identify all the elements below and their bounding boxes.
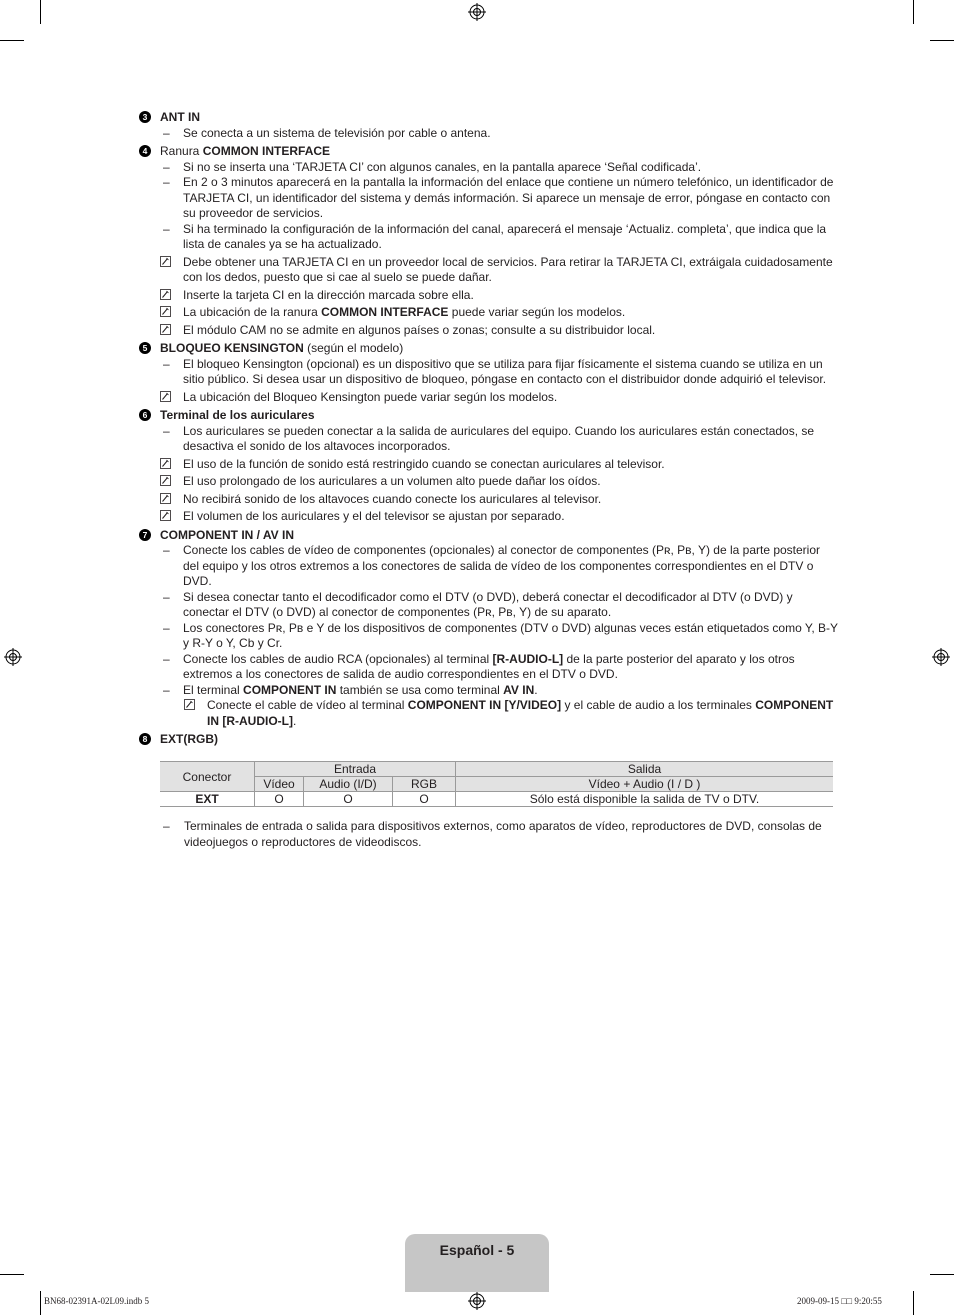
bullet-item: – El bloqueo Kensington (opcional) es un dispositivo que se utiliza para fijar físicamente el sistema cuando se utiliza en un sitio público. Si desea usar un dispositivo de bloqueo, póngase en contacto con el distribuidor donde adquirió el televisor. [163,356,827,386]
section-title: COMMON INTERFACE [202,144,331,158]
table-header-video: Vídeo [255,777,304,792]
section-title: BLOQUEO KENSINGTON [160,341,304,355]
bullet-item: – Los auriculares se pueden conectar a la salida de auriculares del equipo. Cuando los auriculares están conectados, se desactiva el sonido de los altavoces incorporados. [163,423,815,453]
item-text: El terminal [183,682,244,697]
item-text: Conecte los cables de vídeo de componentes (opcionales) al conector de componentes (Pʀ, Pʙ, Y) de la parte posterior del equipo y los otros extremos a los conectores de salida de vídeo de los componentes correspondientes en el DTV o DVD. [183,543,821,588]
note-icon [160,458,171,469]
table-header-entrada: Entrada [255,762,456,777]
crop-mark [930,40,954,41]
manual-content [139,110,839,748]
section-heading [139,732,839,748]
section-title: EXT(RGB) [160,732,218,746]
item-text: La ubicación de la ranura [183,305,322,319]
section-number-icon: 5 [139,342,151,354]
item-text: Si desea conectar tanto el decodificador como el DTV (o DVD), deberá conectar el decodificador al DTV (o DVD) y conectar el DTV (o DVD) al conector de componentes (Pʀ, Pʙ, Y) de su aparato. [183,589,793,619]
item-text: El módulo CAM no se admite en algunos países o zonas; consulte a su distribuidor local. [183,322,656,337]
note-item [139,492,839,508]
item-text: Si ha terminado la configuración de la información del canal, aparecerá el mensaje ‘Actualiz. completa’, que indica que la lista de canales ya se ha actualizado. [183,221,827,251]
item-text: La ubicación del Bloqueo Kensington puede variar según los modelos. [183,389,558,404]
item-text: . [292,713,297,728]
section-heading [139,528,839,544]
bullet-item: – Los conectores Pʀ, Pʙ e Y de los dispositivos de componentes (DTV o DVD) algunas veces están etiquetados como Y, B-Y y R-Y o Y, Cb y Cr. [163,620,838,650]
item-text: Los conectores Pʀ, Pʙ e Y de los dispositivos de componentes (DTV o DVD) algunas veces están etiquetados como Y, B-Y y R-Y o Y, Cb y Cr. [183,620,838,650]
section-title: Terminal de los auriculares [160,408,315,422]
bullet-item: – Conecte los cables de audio RCA (opcionales) al terminal [R-AUDIO-L] de la parte posterior del aparato y los otros extremos a los conectores de salida de audio correspondientes en el DTV o DVD. [163,651,795,681]
page-number-tab [405,1234,549,1292]
crop-mark [913,1291,914,1315]
bullet-item: – Si ha terminado la configuración de la información del canal, aparecerá el mensaje ‘Actualiz. completa’, que indica que la lista de canales ya se ha actualizado. [163,221,827,251]
footnote: – Terminales de entrada o salida para dispositivos externos, como aparatos de vídeo, reproductores de DVD, consolas de videojuegos o reproductores de videodiscos. [163,819,822,849]
table-cell: Sólo está disponible la salida de TV o DTV. [456,792,834,807]
print-slug-right: 2009-09-15 □□ 9:20:55 [797,1296,882,1306]
table-cell: O [304,792,393,807]
table-header-video-audio: Vídeo + Audio (I / D ) [456,777,834,792]
note-item [139,323,839,339]
crop-mark [40,0,41,24]
item-text: Inserte la tarjeta CI en la dirección marcada sobre ella. [183,287,474,302]
item-bold-text: COMMON INTERFACE [321,305,449,319]
crop-mark [930,1274,954,1275]
footnote-text: Terminales de entrada o salida para dispositivos externos, como aparatos de vídeo, reproductores de DVD, consolas de videojuegos o reproductores de videodiscos. [184,819,822,849]
item-text: Los auriculares se pueden conectar a la salida de auriculares del equipo. Cuando los auriculares están conectados, se desactiva el sonido de los altavoces incorporados. [183,423,815,453]
item-bold-text: COMPONENT IN [R-AUDIO-L] [207,698,834,728]
item-text: El uso prolongado de los auriculares a un volumen alto puede dañar los oídos. [183,474,601,488]
section-number-icon: 4 [139,145,151,157]
section-title-prefix: Ranura [160,144,203,158]
item-text: El uso de la función de sonido está restringido cuando se conectan auriculares al televisor. [183,456,665,471]
item-text: Conecte los cables de audio RCA (opcionales) al terminal [183,651,493,666]
item-text: Conecte el cable de vídeo al terminal [207,698,408,712]
bullet-item: – Si no se inserta una ‘TARJETA CI’ con algunos canales, en la pantalla aparece ‘Señal codificada’. [163,159,702,174]
note-icon [160,510,171,521]
item-text: Debe obtener una TARJETA CI en un proveedor local de servicios. Para retirar la TARJETA CI, extráigala cuidadosamente con los dedos, puesto que si cae al suelo se puede dañar. [183,254,833,284]
note-item [139,509,839,525]
item-text: El volumen de los auriculares y el del televisor se ajustan por separado. [183,509,565,523]
bullet-item: – En 2 o 3 minutos aparecerá en la pantalla la información del enlace que contiene un número telefónico, un identificador de TARJETA CI, un identificador del sistema y demás información. Si aparece un mensaje de error, póngase en contacto con su proveedor de servicios. [163,175,834,220]
item-text: El bloqueo Kensington (opcional) es un dispositivo que se utiliza para fijar físicamente el sistema cuando se utiliza en un sitio público. Si desea usar un dispositivo de bloqueo, póngase en contacto con el distribuidor donde adquirió el televisor. [183,356,827,386]
item-text: No recibirá sonido de los altavoces cuando conecte los auriculares al televisor. [183,491,602,506]
bullet-item: – Se conecta a un sistema de televisión por cable o antena. [163,125,491,140]
table-cell-ext: EXT [160,792,255,807]
section-number-icon: 3 [139,111,151,123]
section-number-icon: 7 [139,529,151,541]
note-item [139,474,839,490]
registration-mark-icon [932,648,950,666]
note-item [139,698,839,729]
registration-mark-icon [468,3,486,21]
note-item [139,305,839,321]
note-item [139,255,839,286]
table-header-rgb: RGB [393,777,456,792]
table-cell: O [255,792,304,807]
item-bold-text: COMPONENT IN [243,682,337,697]
table-header-audio: Audio (I/D) [304,777,393,792]
section-heading [139,408,839,424]
note-icon [160,306,171,317]
bullet-item: – El terminal COMPONENT IN también se usa como terminal AV IN. [163,682,538,697]
crop-mark [40,1291,41,1315]
item-text: Si no se inserta una ‘TARJETA CI’ con algunos canales, en la pantalla aparece ‘Señal codificada’. [183,159,702,174]
table-header-conector: Conector [160,762,255,792]
section-title: COMPONENT IN / AV IN [160,527,295,542]
registration-mark-icon [4,648,22,666]
section-title: ANT IN [160,110,200,124]
note-item [139,288,839,304]
page-label: Español - 5 [439,1242,515,1258]
item-text: En 2 o 3 minutos aparecerá en la pantalla la información del enlace que contiene un número telefónico, un identificador de TARJETA CI, un identificador del sistema y demás información. Si aparece un mensaje de error, póngase en contacto con su proveedor de servicios. [183,175,834,220]
registration-mark-icon [468,1292,486,1310]
section-number-icon: 8 [139,733,151,745]
note-icon [160,475,171,486]
crop-mark [0,1274,24,1275]
note-icon [160,391,171,402]
bullet-item: – Conecte los cables de vídeo de componentes (opcionales) al conector de componentes (Pʀ, Pʙ, Y) de la parte posterior del equipo y los otros extremos a los conectores de salida de vídeo de los componentes correspondientes en el DTV o DVD. [163,543,821,588]
note-icon [160,289,171,300]
crop-mark [0,40,24,41]
item-text: puede variar según los modelos. [448,305,626,319]
item-bold-text: COMPONENT IN [Y/VIDEO] [407,698,562,712]
item-text: Se conecta a un sistema de televisión por cable o antena. [183,125,491,140]
print-slug-left: BN68-02391A-02L09.indb 5 [44,1296,149,1306]
item-bold-text: AV IN [503,682,535,697]
bullet-item: – Si desea conectar tanto el decodificador como el DTV (o DVD), deberá conectar el decodificador al DTV (o DVD) y conectar el DTV (o DVD) al conector de componentes (Pʀ, Pʙ, Y) de su aparato. [163,589,793,619]
note-icon [184,699,195,710]
note-item [139,390,839,406]
section-heading [139,144,839,160]
item-bold-text: [R-AUDIO-L] [492,651,564,666]
crop-mark [913,0,914,24]
table-cell: O [393,792,456,807]
item-text: y el cable de audio a los terminales [561,698,756,712]
table-header-salida: Salida [456,762,834,777]
item-text: de la parte posterior del aparato y los otros extremos a los conectores de salida de audio correspondientes en el DTV o DVD. [183,651,795,681]
note-item [139,457,839,473]
ext-rgb-table [160,761,833,807]
section-title-suffix: (según el modelo) [303,341,404,355]
item-text: . [534,682,538,697]
section-number-icon: 6 [139,409,151,421]
section-heading [139,110,839,126]
note-icon [160,256,171,267]
note-icon [160,324,171,335]
item-text: también se usa como terminal [336,682,504,697]
note-icon [160,493,171,504]
section-heading [139,341,839,357]
